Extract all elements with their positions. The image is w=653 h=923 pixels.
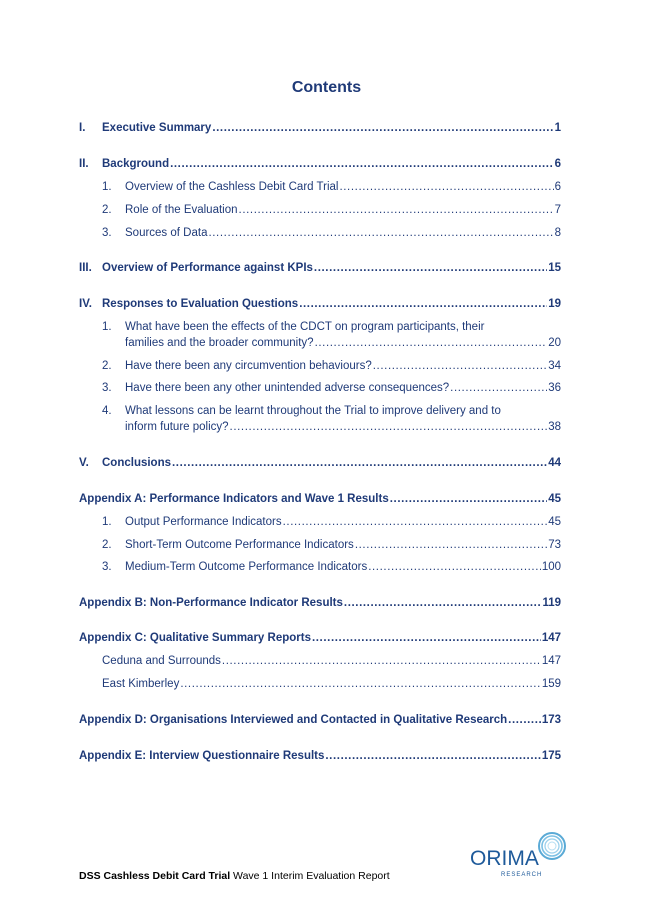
toc-text: Have there been any other unintended adverse consequences? — [125, 382, 450, 394]
toc-number: 2. — [102, 539, 112, 551]
toc-page: 147 — [541, 632, 561, 644]
toc-number: III. — [79, 262, 92, 274]
toc-number: 2. — [102, 204, 112, 216]
toc-text: Appendix B: Non-Performance Indicator Results — [79, 597, 343, 609]
toc-entry[interactable] — [79, 297, 561, 312]
toc-text: Appendix C: Qualitative Summary Reports — [79, 632, 311, 644]
toc-number: 2. — [102, 360, 112, 372]
toc-text: Conclusions — [102, 457, 172, 469]
toc-number: 3. — [102, 227, 112, 239]
toc-text: Role of the Evaluation — [125, 204, 238, 216]
toc-page: 6 — [554, 158, 561, 170]
toc-number: 4. — [102, 405, 112, 417]
toc-text: Medium-Term Outcome Performance Indicators — [125, 561, 368, 573]
toc-entry[interactable] — [125, 336, 561, 351]
toc-entry[interactable] — [79, 456, 561, 471]
page-title: Contents — [291, 79, 362, 96]
toc-entry[interactable] — [102, 359, 561, 374]
toc-page: 100 — [541, 561, 561, 573]
toc-page: 36 — [548, 382, 561, 394]
footer-rest: Wave 1 Interim Evaluation Report — [230, 870, 390, 882]
logo-sub-text: RESEARCH — [501, 872, 543, 878]
toc-entry[interactable] — [79, 157, 561, 172]
toc-text-line1: What have been the effects of the CDCT on program participants, their — [125, 321, 485, 333]
toc-entry[interactable] — [102, 654, 561, 669]
toc-number: 3. — [102, 561, 112, 573]
toc-number: 1. — [102, 321, 112, 333]
toc-entry-multiline[interactable] — [102, 404, 501, 419]
toc-page: 8 — [554, 227, 561, 239]
toc-page: 159 — [541, 678, 561, 690]
toc-page: 147 — [541, 655, 561, 667]
toc-page: 173 — [541, 714, 561, 726]
toc-page: 15 — [548, 262, 561, 274]
toc-page: 45 — [548, 516, 561, 528]
toc-text: Executive Summary — [102, 122, 212, 134]
toc-number: I. — [79, 122, 86, 134]
page-footer — [79, 870, 390, 882]
toc-text: Output Performance Indicators — [125, 516, 282, 528]
toc-page: 7 — [554, 204, 561, 216]
toc-text: Appendix D: Organisations Interviewed and Contacted in Qualitative Research — [79, 714, 508, 726]
toc-entry[interactable] — [102, 226, 561, 241]
toc-page: 38 — [548, 421, 561, 433]
toc-entry[interactable] — [102, 180, 561, 195]
toc-text: Overview of Performance against KPIs — [102, 262, 313, 274]
toc-text: East Kimberley — [102, 678, 180, 690]
toc-page: 6 — [554, 181, 561, 193]
toc-text: Background — [102, 158, 170, 170]
toc-entry[interactable] — [102, 538, 561, 553]
toc-text: Sources of Data — [125, 227, 208, 239]
toc-page: 175 — [541, 750, 561, 762]
logo-brand-text: ORIMA — [470, 847, 539, 870]
toc-entry[interactable] — [102, 560, 561, 575]
toc-page: 19 — [548, 298, 561, 310]
toc-number: 1. — [102, 181, 112, 193]
toc-text: Short-Term Outcome Performance Indicators — [125, 539, 354, 551]
toc-entry[interactable] — [102, 677, 561, 692]
toc-text: Ceduna and Surrounds — [102, 655, 221, 667]
toc-page: 119 — [542, 597, 561, 609]
toc-text: Appendix A: Performance Indicators and Wave 1 Results — [79, 493, 389, 505]
toc-entry[interactable] — [102, 203, 561, 218]
toc-page: 44 — [548, 457, 561, 469]
toc-number: 1. — [102, 516, 112, 528]
toc-number: IV. — [79, 298, 93, 310]
orima-logo — [470, 830, 570, 880]
toc-entry[interactable] — [79, 631, 561, 646]
toc-entry[interactable] — [79, 121, 561, 136]
toc-entry[interactable] — [79, 596, 561, 611]
toc-number: V. — [79, 457, 89, 469]
toc-page: 20 — [548, 337, 561, 349]
orima-logo-mark — [470, 830, 570, 880]
toc-number: II. — [79, 158, 89, 170]
footer-bold: DSS Cashless Debit Card Trial — [79, 870, 231, 882]
toc-text: Overview of the Cashless Debit Card Trial — [125, 181, 339, 193]
toc-entry[interactable] — [125, 420, 561, 435]
toc-text-line1: What lessons can be learnt throughout the Trial to improve delivery and to — [125, 405, 501, 417]
toc-text: Responses to Evaluation Questions — [102, 298, 299, 310]
toc-page: 34 — [548, 360, 561, 372]
toc-entry[interactable] — [102, 381, 561, 396]
toc-entry[interactable] — [79, 713, 561, 728]
toc-text: Have there been any circumvention behaviours? — [125, 360, 372, 372]
toc-number: 3. — [102, 382, 112, 394]
toc-page: 1 — [554, 122, 561, 134]
toc-text: Appendix E: Interview Questionnaire Results — [79, 750, 325, 762]
toc-entry[interactable] — [102, 515, 561, 530]
toc-entry-multiline[interactable] — [102, 320, 484, 335]
toc-entry[interactable] — [79, 749, 561, 764]
toc-entry[interactable] — [79, 261, 561, 276]
toc-entry[interactable] — [79, 492, 561, 507]
toc-page: 73 — [548, 539, 561, 551]
toc-text: inform future policy? — [125, 421, 229, 433]
toc-text: families and the broader community? — [125, 337, 314, 349]
toc-page: 45 — [548, 493, 561, 505]
